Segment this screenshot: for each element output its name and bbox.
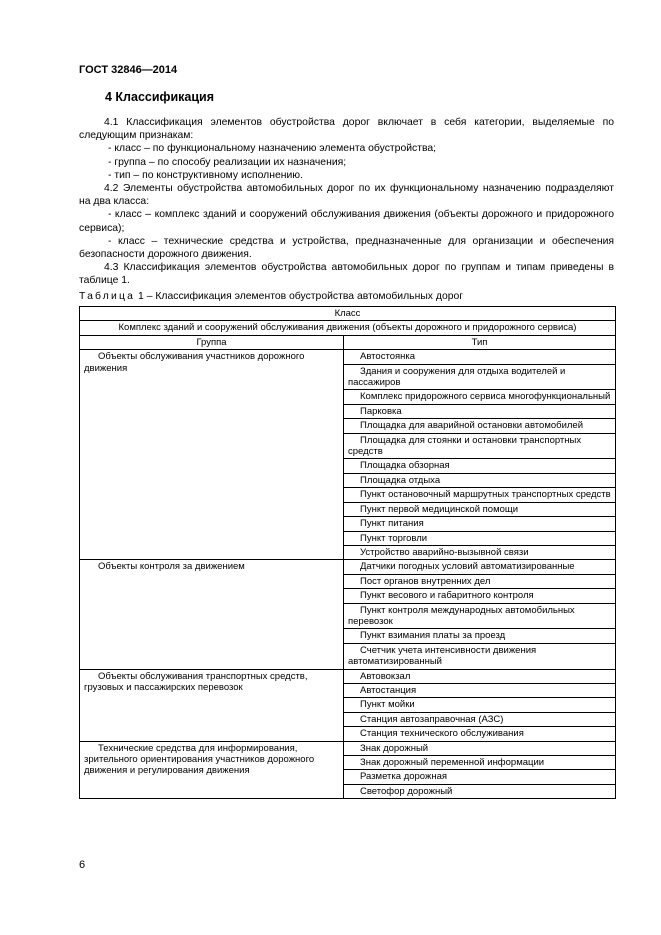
- list-item-group: - группа – по способу реализации их назначения;: [108, 156, 347, 168]
- type-cell: Здания и сооружения для отдыха водителей и пассажиров: [344, 364, 616, 390]
- type-cell: Пункт взимания платы за проезд: [344, 629, 616, 643]
- type-cell: Парковка: [344, 404, 616, 418]
- list-item-type: - тип – по конструктивному исполнению.: [108, 169, 303, 181]
- group-header-cell: Группа: [80, 335, 344, 349]
- table-caption-text: 1 – Классификация элементов обустройства автомобильных дорог: [135, 291, 464, 302]
- page-number: 6: [79, 859, 86, 871]
- type-cell: Площадка для стоянки и остановки транспортных средств: [344, 433, 616, 459]
- type-cell: Автовокзал: [344, 669, 616, 683]
- class-header-cell: Класс: [80, 307, 616, 321]
- type-cell: Пункт мойки: [344, 698, 616, 712]
- table-caption: [79, 291, 463, 302]
- type-cell: Комплекс придорожного сервиса многофункциональный: [344, 390, 616, 404]
- list-item-class: - класс – по функциональному назначению элемента обустройства;: [108, 143, 437, 155]
- type-cell: Станция автозаправочная (АЗС): [344, 712, 616, 726]
- class-value-cell: Комплекс зданий и сооружений обслуживания движения (объекты дорожного и придорожного сервиса): [80, 321, 616, 335]
- list-item-class-1: - класс – комплекс зданий и сооружений обслуживания движения (объекты дорожного и придорожного сервиса);: [79, 209, 614, 234]
- group-cell: Технические средства для информирования, зрительного ориентирования участников дорожного движения и регулирования движения: [80, 741, 344, 799]
- group-cell: Объекты обслуживания транспортных средств, грузовых и пассажирских перевозок: [80, 669, 344, 741]
- type-cell: Автостоянка: [344, 350, 616, 364]
- type-cell: Знак дорожный переменной информации: [344, 756, 616, 770]
- table-row: [80, 350, 616, 364]
- type-header-cell: Тип: [344, 335, 616, 349]
- type-cell: Пункт первой медицинской помощи: [344, 502, 616, 516]
- paragraph-4-3: 4.3 Классификация элементов обустройства автомобильных дорог по группам и типам приведены в таблице 1.: [79, 262, 614, 287]
- table-row: [80, 669, 616, 683]
- type-cell: Светофор дорожный: [344, 784, 616, 798]
- type-cell: Пункт весового и габаритного контроля: [344, 589, 616, 603]
- type-cell: Площадка для аварийной остановки автомобилей: [344, 419, 616, 433]
- group-cell: Объекты контроля за движением: [80, 560, 344, 669]
- section-title: 4 Классификация: [105, 90, 215, 104]
- type-cell: Знак дорожный: [344, 741, 616, 755]
- type-cell: Площадка отдыха: [344, 473, 616, 487]
- type-cell: Датчики погодных условий автоматизированные: [344, 560, 616, 574]
- type-cell: Устройство аварийно-вызывной связи: [344, 545, 616, 559]
- paragraph-4-2: 4.2 Элементы обустройства автомобильных дорог по их функциональному назначению подразделяют на два класса:: [79, 183, 614, 208]
- paragraph-4-1: 4.1 Классификация элементов обустройства дорог включает в себя категории, выделяемые по следующим признакам:: [79, 117, 614, 142]
- type-cell: Пункт остановочный маршрутных транспортных средств: [344, 488, 616, 502]
- document-code: ГОСТ 32846—2014: [79, 64, 178, 76]
- type-cell: Станция технического обслуживания: [344, 727, 616, 741]
- type-cell: Пункт контроля международных автомобильных перевозок: [344, 603, 616, 629]
- table-row: [80, 560, 616, 574]
- table-caption-label: Таблица: [79, 291, 136, 302]
- table-row: [80, 321, 616, 335]
- type-cell: Площадка обзорная: [344, 459, 616, 473]
- type-cell: Счетчик учета интенсивности движения автоматизированный: [344, 643, 616, 669]
- type-cell: Автостанция: [344, 683, 616, 697]
- type-cell: Пункт питания: [344, 517, 616, 531]
- list-item-class-2: - класс – технические средства и устройства, предназначенные для организации и обеспечения безопасности дорожного движения.: [79, 235, 614, 261]
- table-header-row: [80, 307, 616, 321]
- table-row: [80, 741, 616, 755]
- table-row: [80, 335, 616, 349]
- type-cell: Пункт торговли: [344, 531, 616, 545]
- type-cell: Разметка дорожная: [344, 770, 616, 784]
- body-text: [79, 116, 614, 288]
- group-cell: Объекты обслуживания участников дорожного движения: [80, 350, 344, 560]
- type-cell: Пост органов внутренних дел: [344, 574, 616, 588]
- classification-table: [79, 306, 616, 799]
